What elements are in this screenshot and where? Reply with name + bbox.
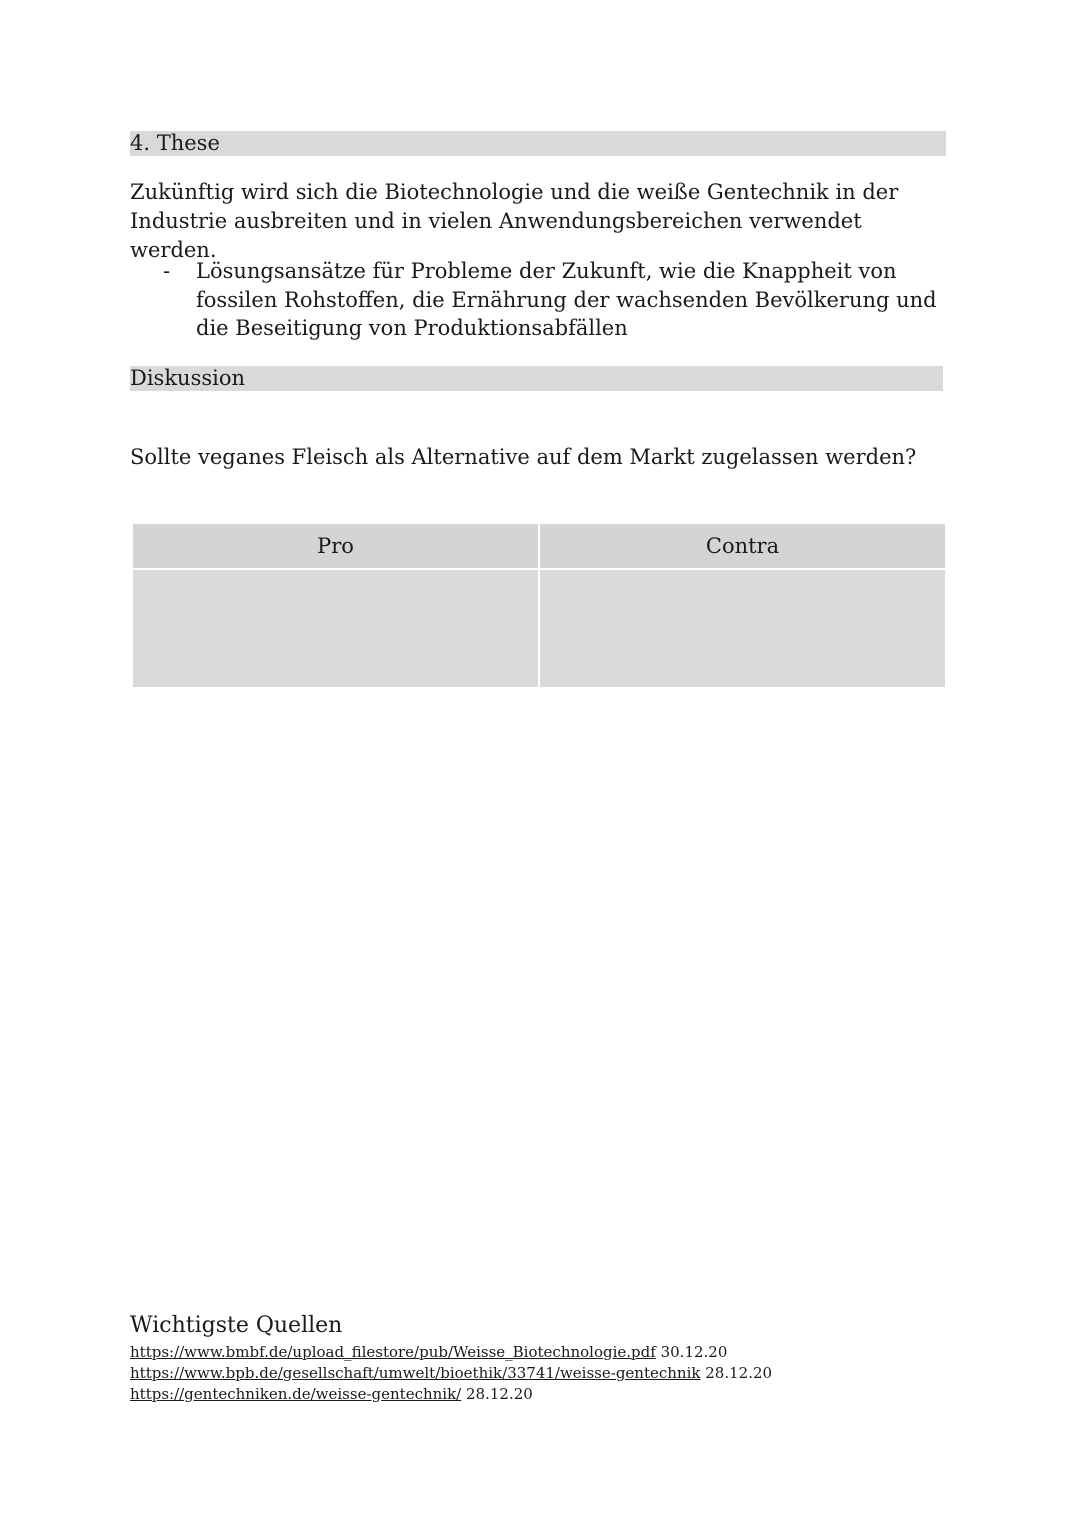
source-item xyxy=(130,1363,772,1383)
source-link[interactable]: https://www.bmbf.de/upload_filestore/pub/Weisse_Biotechnologie.pdf xyxy=(130,1343,656,1361)
source-link[interactable]: https://gentechniken.de/weisse-gentechnik/ xyxy=(130,1385,462,1403)
source-link[interactable]: https://www.bpb.de/gesellschaft/umwelt/bioethik/33741/weisse-gentechnik xyxy=(130,1364,701,1382)
contra-header: Contra xyxy=(539,523,946,569)
source-item xyxy=(130,1384,533,1404)
these-heading-text: 4. These xyxy=(130,131,220,155)
contra-cell xyxy=(539,569,946,688)
these-heading xyxy=(130,131,946,156)
bullet-dash: - xyxy=(163,259,171,283)
source-date: 30.12.20 xyxy=(660,1343,728,1361)
pro-header: Pro xyxy=(132,523,539,569)
diskussion-heading xyxy=(130,366,943,391)
source-item xyxy=(130,1342,727,1362)
pro-contra-table xyxy=(131,522,947,689)
diskussion-heading-text: Diskussion xyxy=(130,366,246,390)
source-date: 28.12.20 xyxy=(466,1385,533,1403)
source-date: 28.12.20 xyxy=(705,1364,773,1382)
sources-title: Wichtigste Quellen xyxy=(130,1313,343,1338)
diskussion-question: Sollte veganes Fleisch als Alternative auf dem Markt zugelassen werden? xyxy=(130,445,917,469)
these-paragraph: Zukünftig wird sich die Biotechnologie und die weiße Gentechnik in der Industrie ausbreiten und in vielen Anwendungsbereichen verwendet werden. xyxy=(130,180,899,262)
pro-cell xyxy=(132,569,539,688)
bullet-text: Lösungsansätze für Probleme der Zukunft, wie die Knappheit von fossilen Rohstoffen, die Ernährung der wachsenden Bevölkerung und die Beseitigung von Produktionsabfällen xyxy=(196,259,937,340)
